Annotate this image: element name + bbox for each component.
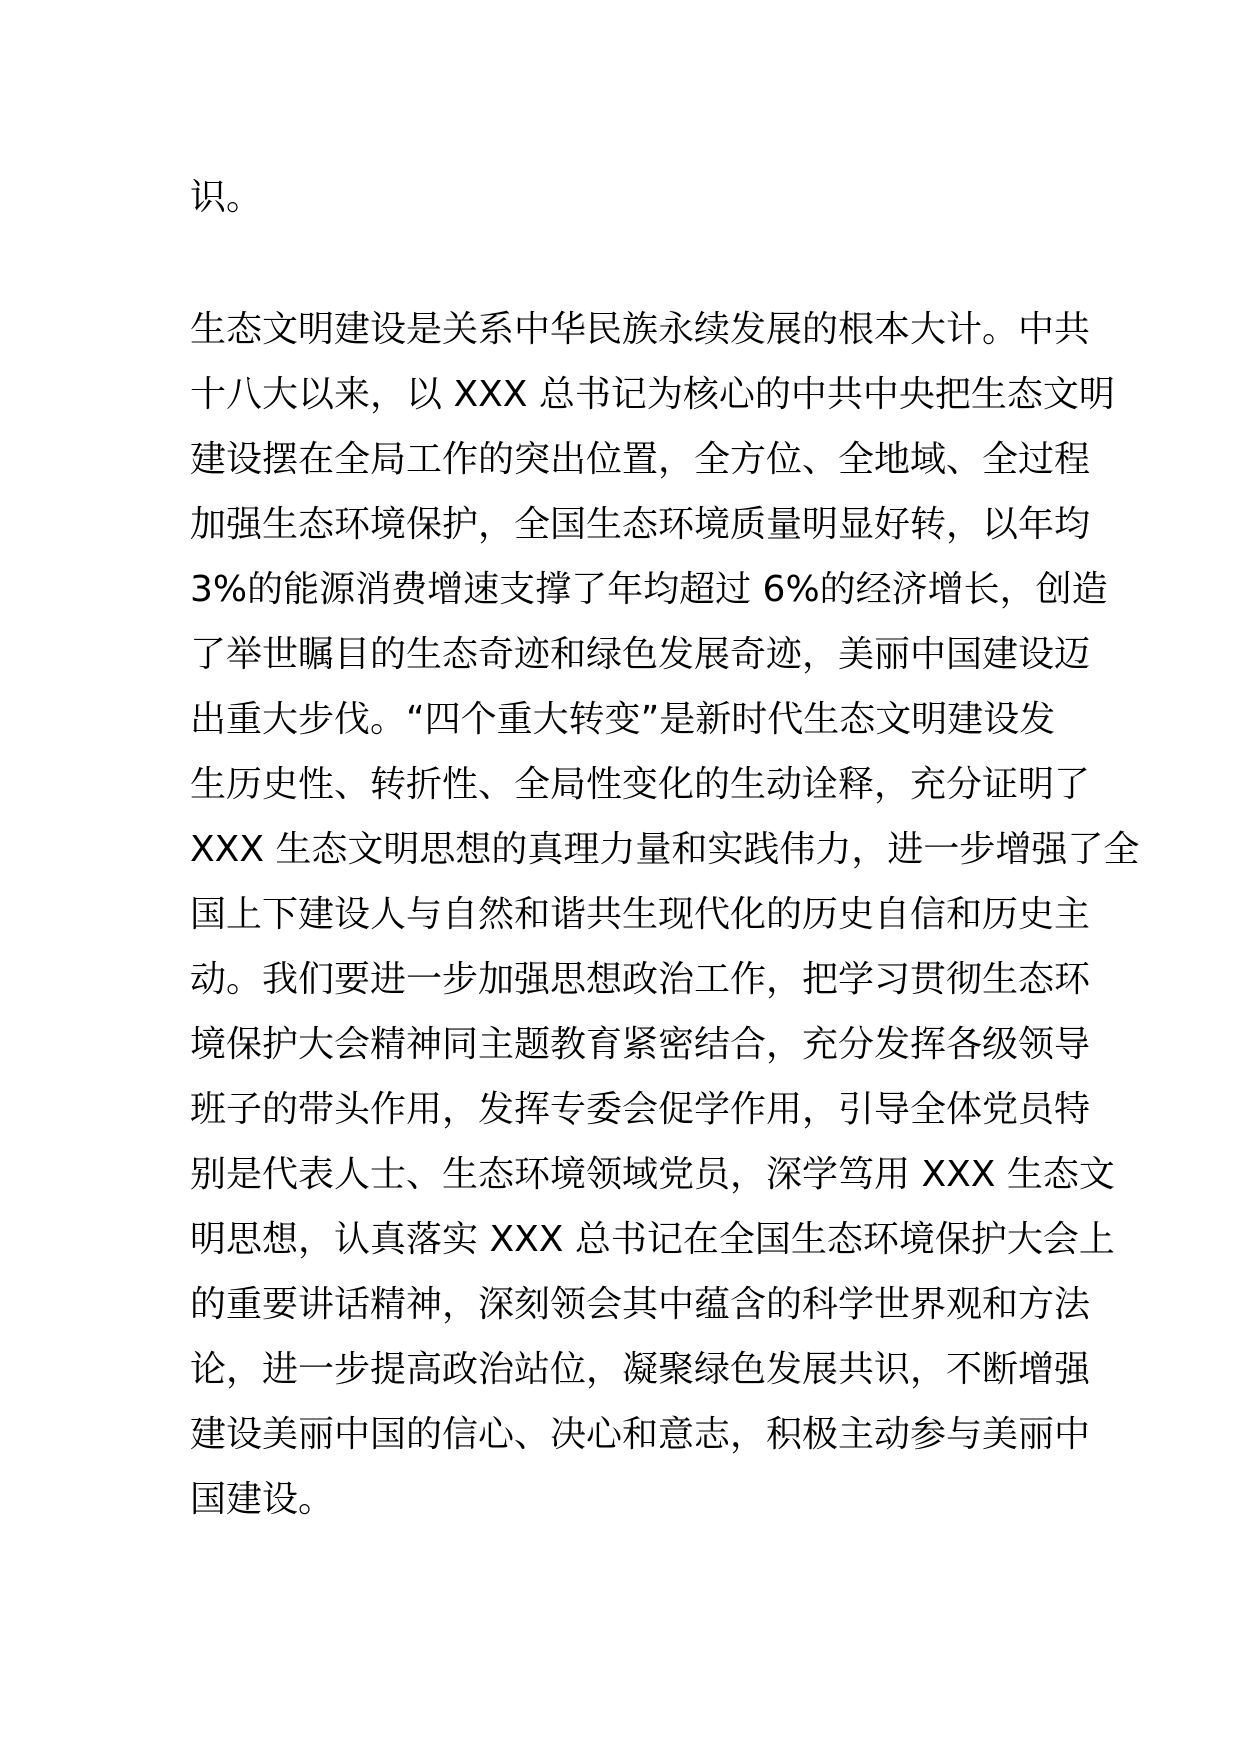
text-line: 建设美丽中国的信心、决心和意志，积极主动参与美丽中 — [190, 1414, 1091, 1455]
text-line: 国建设。 — [190, 1479, 335, 1520]
text-line: 加强生态环境保护，全国生态环境质量明显好转，以年均 — [190, 504, 1091, 545]
text-line: 动。我们要进一步加强思想政治工作，把学习贯彻生态环 — [190, 959, 1091, 1000]
text-line: 出重大步伐。“四个重大转变”是新时代生态文明建设发 — [190, 699, 1056, 740]
text-line: 生态文明建设是关系中华民族永续发展的根本大计。中共 — [190, 309, 1091, 350]
text-line: 别是代表人士、生态环境领域党员，深学笃用 XXX 生态文 — [190, 1154, 1115, 1195]
text-line: 的重要讲话精神，深刻领会其中蕴含的科学世界观和方法 — [190, 1284, 1091, 1325]
text-line: 十八大以来，以 XXX 总书记为核心的中共中央把生态文明 — [190, 374, 1115, 415]
text-line: 建设摆在全局工作的突出位置，全方位、全地域、全过程 — [190, 439, 1091, 480]
text-line: 生历史性、转折性、全局性变化的生动诠释，充分证明了 — [190, 764, 1091, 805]
paragraph-ecological-civilization — [190, 297, 1140, 1532]
text-line: 国上下建设人与自然和谐共生现代化的历史自信和历史主 — [190, 894, 1091, 935]
text-line: 境保护大会精神同主题教育紧密结合，充分发挥各级领导 — [190, 1024, 1091, 1065]
text-line: 论，进一步提高政治站位，凝聚绿色发展共识，不断增强 — [190, 1349, 1091, 1390]
paragraph-continuation — [190, 165, 1070, 230]
text-line: 识。 — [190, 177, 263, 218]
text-line: 了举世瞩目的生态奇迹和绿色发展奇迹，美丽中国建设迈 — [190, 634, 1091, 675]
text-line: 班子的带头作用，发挥专委会促学作用，引导全体党员特 — [190, 1089, 1091, 1130]
text-line: 明思想，认真落实 XXX 总书记在全国生态环境保护大会上 — [190, 1219, 1115, 1260]
text-line: 3%的能源消费增速支撑了年均超过 6%的经济增长，创造 — [190, 569, 1108, 610]
text-line: XXX 生态文明思想的真理力量和实践伟力，进一步增强了全 — [190, 829, 1140, 870]
